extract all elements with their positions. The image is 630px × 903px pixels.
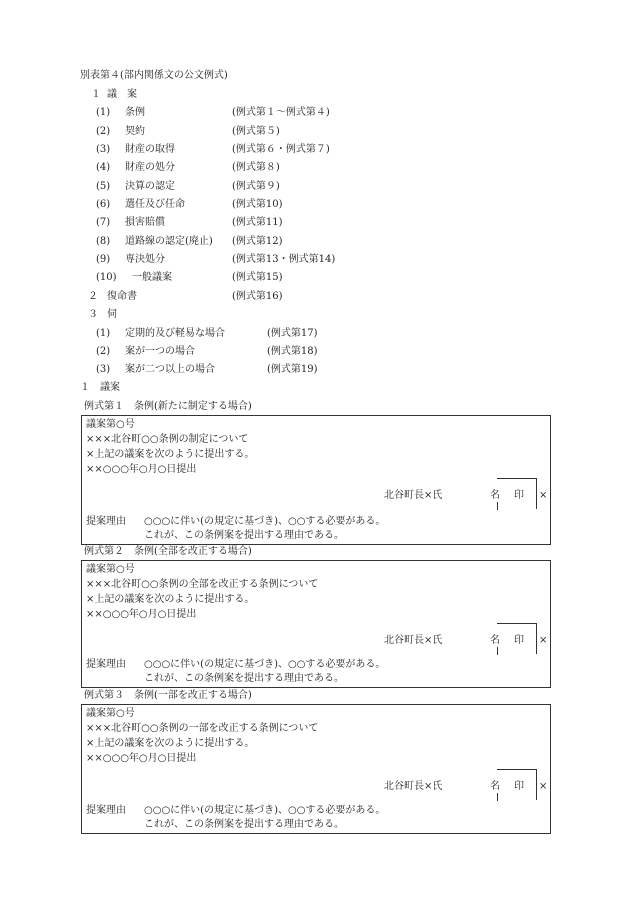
list-item-ref: (例式第19) <box>267 364 318 375</box>
list-item-number: (10) <box>96 272 117 283</box>
list-item-label: 損害賠償 <box>125 217 165 228</box>
list-item-number: (1) <box>96 328 111 339</box>
reason-label: 提案理由 <box>86 516 126 527</box>
list-item-ref: (例式第13・例式第14) <box>232 254 336 265</box>
list-item-ref: (例式第５) <box>232 126 280 137</box>
bill-title: ×××北谷町○○条例の制定について <box>86 434 249 445</box>
list-item-label: 道路線の認定(廃止) <box>125 236 213 247</box>
date-line: ××○○○年○月○日提出 <box>86 753 197 764</box>
list-item-number: (5) <box>96 181 111 192</box>
list-item-label: 財産の処分 <box>125 162 175 173</box>
list-item-ref: (例式第６・例式第７) <box>232 144 330 155</box>
list-item-label: 案が一つの場合 <box>125 346 195 357</box>
reason-label: 提案理由 <box>86 805 126 816</box>
list-item-label: 一般議案 <box>132 272 172 283</box>
bill-number: 議案第○号 <box>86 419 135 430</box>
section-ref: (例式第16) <box>232 291 283 302</box>
example-caption: 例式第２ 条例(全部を改正する場合) <box>84 546 252 557</box>
seal-x: × <box>539 781 548 792</box>
list-item-label: 案が二つ以上の場合 <box>125 364 215 375</box>
section-number: ３ <box>88 309 98 320</box>
example-caption: 例式第３ 条例(一部を改正する場合) <box>84 690 252 701</box>
reason-text: ○○○に伴い(の規定に基づき)、○○する必要がある。 <box>144 659 386 670</box>
list-item-label: 契約 <box>125 126 145 137</box>
section-title: 議 案 <box>107 89 137 100</box>
list-item-ref: (例式第１～例式第４) <box>232 107 330 118</box>
example-box <box>81 560 551 688</box>
seal-x: × <box>539 635 548 646</box>
seal-x: × <box>539 490 548 501</box>
list-item-number: (7) <box>96 217 111 228</box>
list-item-ref: (例式第10) <box>232 199 283 210</box>
date-line: ××○○○年○月○日提出 <box>86 609 197 620</box>
reason-text: ○○○に伴い(の規定に基づき)、○○する必要がある。 <box>144 516 386 527</box>
submit-line: ×上記の議案を次のように提出する。 <box>86 738 255 749</box>
list-item-number: (6) <box>96 199 111 210</box>
list-item-label: 決算の認定 <box>125 181 175 192</box>
part-heading: １ 議案 <box>80 382 120 393</box>
list-item-number: (2) <box>96 126 111 137</box>
list-item-ref: (例式第18) <box>267 346 318 357</box>
bill-title: ×××北谷町○○条例の全部を改正する条例について <box>86 579 319 590</box>
section-number: １ <box>91 89 101 100</box>
list-item-number: (4) <box>96 162 111 173</box>
seal-name: 名 <box>490 635 500 646</box>
list-item-ref: (例式第９) <box>232 181 280 192</box>
list-item-number: (9) <box>96 254 111 265</box>
list-item-ref: (例式第11) <box>232 217 283 228</box>
seal-name: 名 <box>490 781 500 792</box>
reason-text: これが、この条例案を提出する理由である。 <box>144 673 344 684</box>
mayor-name: 北谷町長×氏 <box>384 490 443 501</box>
list-item-label: 専決処分 <box>125 254 165 265</box>
submit-line: ×上記の議案を次のように提出する。 <box>86 449 255 460</box>
section-title: 伺 <box>107 309 117 320</box>
mayor-name: 北谷町長×氏 <box>384 635 443 646</box>
list-item-ref: (例式第15) <box>232 272 283 283</box>
example-box <box>81 704 551 834</box>
reason-text: これが、この条例案を提出する理由である。 <box>144 530 344 541</box>
section-number: ２ <box>88 291 98 302</box>
reason-label: 提案理由 <box>86 659 126 670</box>
list-item-label: 定期的及び軽易な場合 <box>125 328 225 339</box>
list-item-label: 財産の取得 <box>125 144 175 155</box>
bill-number: 議案第○号 <box>86 708 135 719</box>
example-box <box>81 415 551 545</box>
list-item-label: 条例 <box>125 107 145 118</box>
seal-mark: 印 <box>514 781 524 792</box>
document-heading: 別表第４(部内関係文の公文例式) <box>80 70 228 81</box>
submit-line: ×上記の議案を次のように提出する。 <box>86 594 255 605</box>
list-item-number: (2) <box>96 346 111 357</box>
bill-number: 議案第○号 <box>86 564 135 575</box>
list-item-ref: (例式第12) <box>232 236 283 247</box>
list-item-number: (8) <box>96 236 111 247</box>
list-item-label: 選任及び任命 <box>125 199 185 210</box>
list-item-number: (3) <box>96 364 111 375</box>
bill-title: ×××北谷町○○条例の一部を改正する条例について <box>86 723 319 734</box>
list-item-ref: (例式第17) <box>267 328 318 339</box>
list-item-ref: (例式第８) <box>232 162 280 173</box>
example-caption: 例式第１ 条例(新たに制定する場合) <box>84 401 252 412</box>
list-item-number: (3) <box>96 144 111 155</box>
seal-name: 名 <box>490 490 500 501</box>
seal-mark: 印 <box>514 635 524 646</box>
reason-text: これが、この条例案を提出する理由である。 <box>144 819 344 830</box>
section-title: 復命書 <box>107 291 137 302</box>
date-line: ××○○○年○月○日提出 <box>86 464 197 475</box>
seal-mark: 印 <box>514 490 524 501</box>
list-item-number: (1) <box>96 107 111 118</box>
mayor-name: 北谷町長×氏 <box>384 781 443 792</box>
reason-text: ○○○に伴い(の規定に基づき)、○○する必要がある。 <box>144 805 386 816</box>
